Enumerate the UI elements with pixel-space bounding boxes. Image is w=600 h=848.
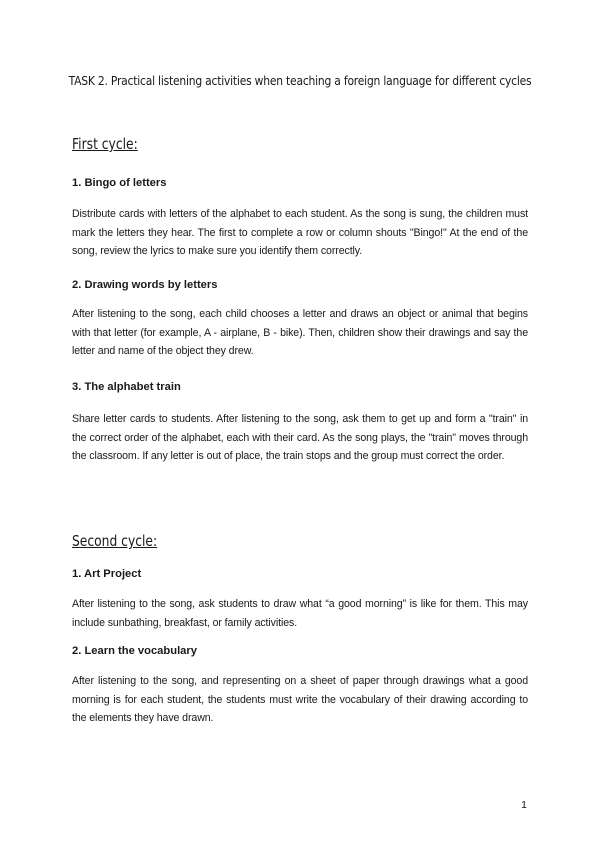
activity-text-drawing-words: After listening to the song, each child chooses a letter and draws an object or animal that begins with that letter (for example, A - airplane, B - bike). Then, children show their drawings and say the letter and name of the object they drew. — [72, 308, 528, 357]
activity-title-bingo: 1. Bingo of letters — [72, 177, 167, 189]
activity-title-vocabulary: 2. Learn the vocabulary — [72, 645, 197, 657]
page-number: 1 — [521, 799, 527, 811]
activity-title-drawing-words: 2. Drawing words by letters — [72, 279, 218, 291]
section-heading-second-cycle: Second cycle: — [72, 532, 158, 550]
activity-title-art-project: 1. Art Project — [72, 568, 142, 580]
page-title: TASK 2. Practical listening activities when teaching a foreign language for different cycles — [68, 73, 532, 88]
activity-text-alphabet-train: Share letter cards to students. After listening to the song, ask them to get up and form a "train" in the correct order of the alphabet, each with their card. As the song plays, the "train" moves through the classroom. If any letter is out of place, the train stops and the group must correct the order. — [72, 413, 528, 462]
activity-text-vocabulary: After listening to the song, and representing on a sheet of paper through drawings what a good morning is for each student, the students must write the vocabulary of their drawing according to the elements they have drawn. — [72, 675, 528, 724]
activity-text-bingo: Distribute cards with letters of the alphabet to each student. As the song is sung, the children must mark the letters they hear. The first to complete a row or column shouts "Bingo!" At the end of the song, review the lyrics to make sure you identify them correctly. — [72, 208, 528, 257]
activity-text-art-project: After listening to the song, ask students to draw what “a good morning” is like for them. This may include sunbathing, breakfast, or family activities. — [72, 598, 528, 629]
section-heading-first-cycle: First cycle: — [72, 135, 138, 153]
activity-title-alphabet-train: 3. The alphabet train — [72, 381, 181, 393]
